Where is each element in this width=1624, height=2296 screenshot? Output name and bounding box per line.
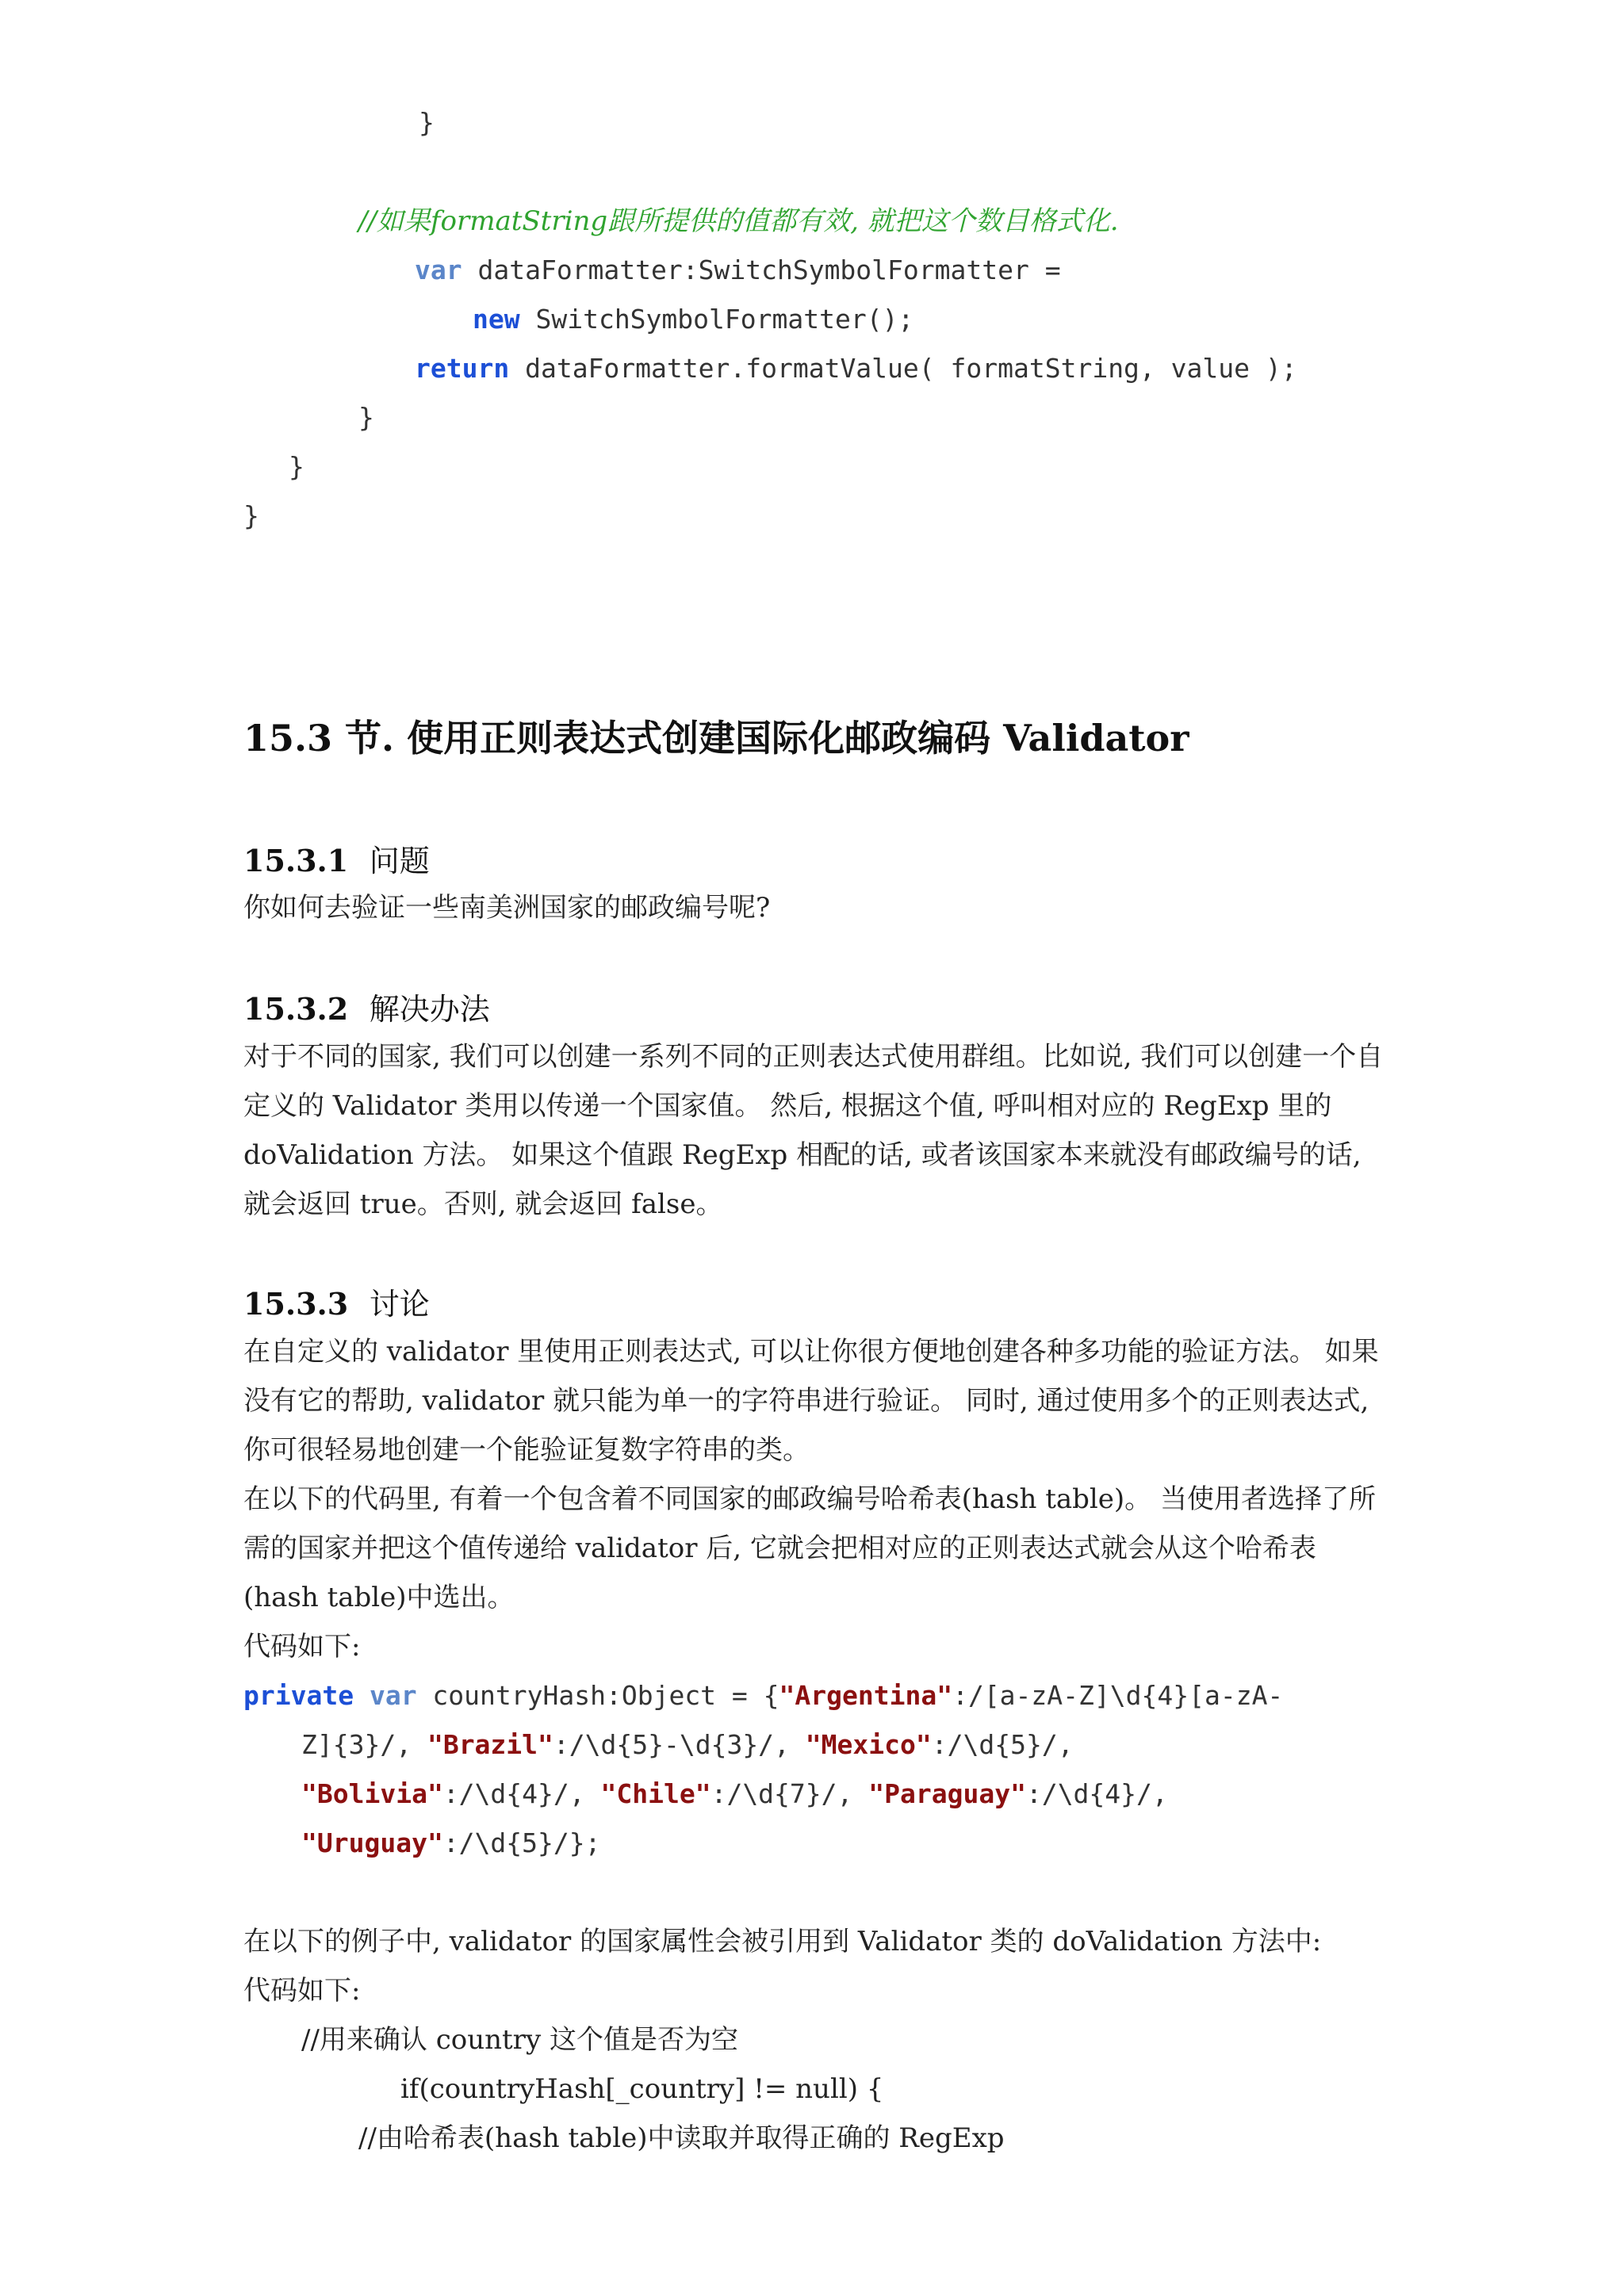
code-label: 代码如下: <box>243 1631 361 1663</box>
code-text: :/\d{4}/, <box>442 1778 601 1809</box>
paragraph: 你如何去验证一些南美洲国家的邮政编号呢? <box>243 892 771 924</box>
keyword: var <box>369 1680 417 1711</box>
subsection-heading-discussion <box>243 1280 430 1323</box>
subsection-title: 讨论 <box>369 1287 430 1322</box>
paragraph: 在以下的代码里, 有着一个包含着不同国家的邮政编号哈希表(hash table)。 当使用者选择了所需的国家并把这个值传递给 validator 后, 它就会把相对应的正则表达式就会从这个哈希表(hash table)中选出。 <box>243 1483 1376 1613</box>
code-line-var <box>415 246 1061 295</box>
code-line <box>301 1770 1168 1819</box>
string-key: "Paraguay" <box>868 1778 1026 1809</box>
code-line <box>301 1720 1074 1770</box>
code-text: :/\d{5}-\d{3}/, <box>553 1729 806 1760</box>
code-text: :/\d{7}/, <box>710 1778 869 1809</box>
subsection-number: 15.3.1 <box>243 843 349 878</box>
code-label: 代码如下: <box>243 1975 361 2007</box>
keyword: new <box>473 304 520 335</box>
subsection-title: 问题 <box>369 844 430 878</box>
code-brace: } <box>358 402 374 433</box>
code-text: :/\d{4}/, <box>1025 1778 1168 1809</box>
code-text: :/\d{5}/, <box>931 1729 1074 1760</box>
code-brace: } <box>289 451 304 482</box>
code-brace: } <box>243 500 259 531</box>
string-key: "Uruguay" <box>301 1827 443 1858</box>
code-text: :/[a-zA-Z]\d{4}[a-zA- <box>952 1680 1284 1711</box>
keyword: return <box>415 353 510 384</box>
code-text: :/\d{5}/}; <box>442 1827 601 1858</box>
subsection-heading-solution <box>243 985 490 1028</box>
code-brace: } <box>419 107 435 138</box>
code-if-line: if(countryHash[_country] != null) { <box>400 2073 884 2105</box>
section-title: 15.3 节. 使用正则表达式创建国际化邮政编码 Validator <box>243 717 1189 760</box>
paragraph: 在自定义的 validator 里使用正则表达式, 可以让你很方便地创建各种多功能的验证方法。 如果没有它的帮助, validator 就只能为单一的字符串进行验证。 同时, 通过使用多个的正则表达式, 你可很轻易地创建一个能验证复数字符串的类。 <box>243 1336 1379 1466</box>
code-text: dataFormatter.formatValue( formatString, value ); <box>509 353 1297 384</box>
code-line <box>301 1819 601 1868</box>
code-comment: //如果formatString跟所提供的值都有效, 就把这个数目格式化. <box>358 205 1119 237</box>
subsection-number: 15.3.2 <box>243 991 349 1027</box>
keyword: var <box>415 254 462 285</box>
string-key: "Chile" <box>600 1778 711 1809</box>
code-text: SwitchSymbolFormatter(); <box>519 304 914 335</box>
paragraph: 在以下的例子中, validator 的国家属性会被引用到 Validator 类的 doValidation 方法中: <box>243 1926 1322 1957</box>
code-line-return <box>415 344 1297 393</box>
subsection-heading-problem <box>243 836 430 880</box>
subsection-title: 解决办法 <box>369 992 490 1027</box>
code-line-new <box>473 295 914 344</box>
string-key: "Brazil" <box>427 1729 553 1760</box>
code-comment-cn: //用来确认 country 这个值是否为空 <box>301 2024 738 2056</box>
paragraph: 对于不同的国家, 我们可以创建一系列不同的正则表达式使用群组。比如说, 我们可以创建一个自定义的 Validator 类用以传递一个国家值。 然后, 根据这个值, 呼叫相对应的 RegExp 里的 doValidation 方法。 如果这个值跟 RegExp 相配的话, 或者该国家本来就没有邮政编号的话, 就会返回 true。否则, 就会返回 false。 <box>243 1041 1384 1220</box>
code-text: dataFormatter:SwitchSymbolFormatter = <box>462 254 1061 285</box>
code-text: countryHash:Object = { <box>416 1680 779 1711</box>
code-line <box>243 1671 1283 1720</box>
subsection-number: 15.3.3 <box>243 1286 349 1322</box>
code-text: Z]{3}/, <box>301 1729 427 1760</box>
string-key: "Bolivia" <box>301 1778 443 1809</box>
code-comment-cn: //由哈希表(hash table)中读取并取得正确的 RegExp <box>358 2122 1005 2154</box>
string-key: "Argentina" <box>779 1680 953 1711</box>
keyword: private <box>243 1680 354 1711</box>
string-key: "Mexico" <box>805 1729 932 1760</box>
